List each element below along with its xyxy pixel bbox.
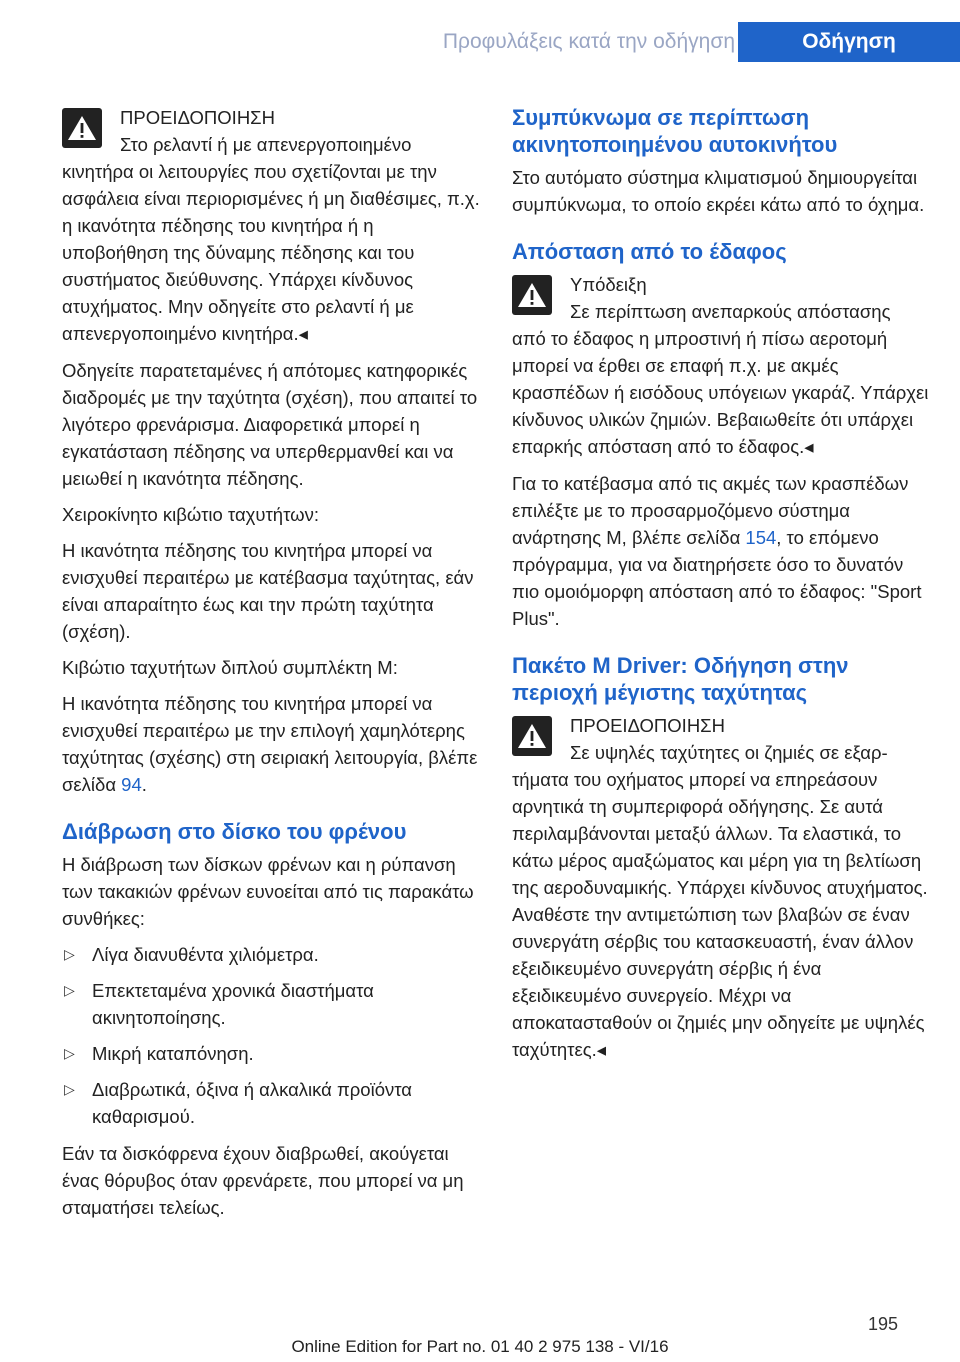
paragraph: Στο αυτόματο σύστημα κλιματισμού δημιουργείται συμπύκνωμα, το οποίο εκρέει κάτω από το όχημα. xyxy=(512,167,925,215)
warning-box xyxy=(62,104,482,347)
list-item: ▷ Διαβρωτικά, όξινα ή αλκαλικά προϊόντα καθαρισμού. xyxy=(62,1076,482,1130)
bullet-list xyxy=(62,941,482,1130)
paragraph: Κιβώτιο ταχυτήτων διπλού συμπλέκτη M: xyxy=(62,657,398,678)
warning-text-first: Στο ρελαντί ή με απενεργοποιημένο xyxy=(120,134,412,155)
note-box xyxy=(512,271,932,460)
edition-note: Online Edition for Part no. 01 40 2 975 138 - VI/16 xyxy=(291,1337,669,1356)
triangle-bullet-icon: ▷ xyxy=(64,946,75,962)
triangle-bullet-icon: ▷ xyxy=(64,982,75,998)
note-text-first: Σε περίπτωση ανεπαρκούς απόστασης xyxy=(570,301,891,322)
page-header xyxy=(0,0,960,62)
warning-title: ΠΡΟΕΙΔΟΠΟΙΗΣΗ xyxy=(120,107,275,128)
warning-icon xyxy=(512,716,552,756)
heading-m-driver: Πακέτο M Driver: Οδήγηση στην περιοχή μέγιστης ταχύτητας xyxy=(512,653,849,705)
heading-brake-corrosion: Διάβρωση στο δίσκο του φρένου xyxy=(62,819,407,844)
heading-ground-clearance: Απόσταση από το έδαφος xyxy=(512,239,787,264)
list-item: ▷ Μικρή καταπόνηση. xyxy=(62,1040,482,1067)
list-item: ▷ Επεκτεταμένα χρονικά διαστήματα ακινητοποίησης. xyxy=(62,977,482,1031)
page-link[interactable]: 94 xyxy=(121,774,142,795)
warning-text: κινητήρα οι λειτουργίες που σχετίζονται με την ασφάλεια είναι περιορισμένες ή μη διαθέσιμες, π.χ. η ικανότητα πέδησης του κινητήρα ή η υποβοήθηση της δύναμης πέδησης και του συστήματος διεύθυνσης. Υπάρχει κίνδυνος ατυχήματος. Μην οδηγείτε στο ρελαντί ή με απενεργοποιημένο κινητήρα.◂ xyxy=(62,161,480,344)
right-column xyxy=(512,104,932,1073)
list-item: ▷ Λίγα διανυθέντα χιλιόμετρα. xyxy=(62,941,482,968)
paragraph: Για το κατέβασμα από τις ακμές των κρασπέδων επιλέξτε με το προσαρμοζόμενο σύστημα ανάρτησης M, βλέπε σελίδα 154, το επόμενο πρόγραμμα, για να διατηρήσετε όσο το δυνατόν πιο ομοιόμορφη απόσταση από το έδαφος: "Sport Plus". xyxy=(512,473,922,629)
warning-icon xyxy=(512,275,552,315)
warning-text-first: Σε υψηλές ταχύτητες οι ζημιές σε εξαρ- xyxy=(570,742,888,763)
page-link[interactable]: 154 xyxy=(745,527,777,548)
chapter-tab[interactable]: Οδήγηση xyxy=(738,22,960,62)
note-title: Υπόδειξη xyxy=(570,274,647,295)
warning-icon xyxy=(62,108,102,148)
paragraph: Η ικανότητα πέδησης του κινητήρα μπορεί να ενισχυθεί περαιτέρω με κατέβασμα ταχύτητας, εάν είναι απαραίτητο έως και την πρώτη ταχύτητα (σχέση). xyxy=(62,540,474,642)
warning-text: τήματα του οχήματος μπορεί να επηρεάσουν αρνητικά τη συμπεριφορά οδήγησης. Σε αυτά περιλαμβάνονται μεταξύ άλλων. Τα ελαστικά, το κάτω μέρος αμαξώματος και μέρη για τη βελτίωση της αεροδυναμικής. Υπάρχει κίνδυνος ατυχήματος. Αναθέστε την αντιμετώπιση των βλαβών σε έναν συνεργάτη σέρβις του κατασκευαστή, έναν άλλον εξειδικευμένο συνεργάτη σέρβις ή ένα εξειδικευμένο συνεργείο. Μέχρι να αποκατασταθούν οι ζημιές μην οδηγείτε με υψηλές ταχύτητες.◂ xyxy=(512,769,928,1060)
paragraph: Οδηγείτε παρατεταμένες ή απότομες κατηφορικές διαδρομές με την ταχύτητα (σχέση), που απαιτεί το λιγότερο φρενάρισμα. Διαφορετικά μπορεί η εγκατάσταση πέδησης να υπερθερμανθεί και να μειωθεί η ικανότητα πέδησης. xyxy=(62,360,478,489)
page-footer xyxy=(0,1310,960,1362)
triangle-bullet-icon: ▷ xyxy=(64,1081,75,1097)
paragraph: Η ικανότητα πέδησης του κινητήρα μπορεί να ενισχυθεί περαιτέρω με την επιλογή χαμηλότερης ταχύτητας (σχέσης) στη σειριακή λειτουργία, βλέπε σελίδα 94. xyxy=(62,693,478,795)
heading-condensation: Συμπύκνωμα σε περίπτωση ακινητοποιημένου αυτοκινήτου xyxy=(512,105,838,157)
page-number: 195 xyxy=(867,1314,898,1334)
section-title: Προφυλάξεις κατά την οδήγηση xyxy=(442,30,735,53)
warning-title: ΠΡΟΕΙΔΟΠΟΙΗΣΗ xyxy=(570,715,725,736)
paragraph: Εάν τα δισκόφρενα έχουν διαβρωθεί, ακούγεται ένας θόρυβος όταν φρενάρετε, που μπορεί να μη σταματήσει τελείως. xyxy=(62,1143,464,1218)
note-text: από το έδαφος η μπροστινή ή πίσω αεροτομή μπορεί να έρθει σε επαφή π.χ. με ακμές κρασπέδων ή εισόδους υπόγειων γκαράζ. Υπάρχει κίνδυνος υλικών ζημιών. Βεβαιωθείτε ότι υπάρχει επαρκής απόσταση από το έδαφος.◂ xyxy=(512,328,929,457)
paragraph: Η διάβρωση των δίσκων φρένων και η ρύπανση των τακακιών φρένων ευνοείται από τις παρακάτω συνθήκες: xyxy=(62,854,474,929)
triangle-bullet-icon: ▷ xyxy=(64,1045,75,1061)
paragraph: Χειροκίνητο κιβώτιο ταχυτήτων: xyxy=(62,504,319,525)
left-column xyxy=(62,104,482,1230)
warning-box xyxy=(512,712,932,1063)
